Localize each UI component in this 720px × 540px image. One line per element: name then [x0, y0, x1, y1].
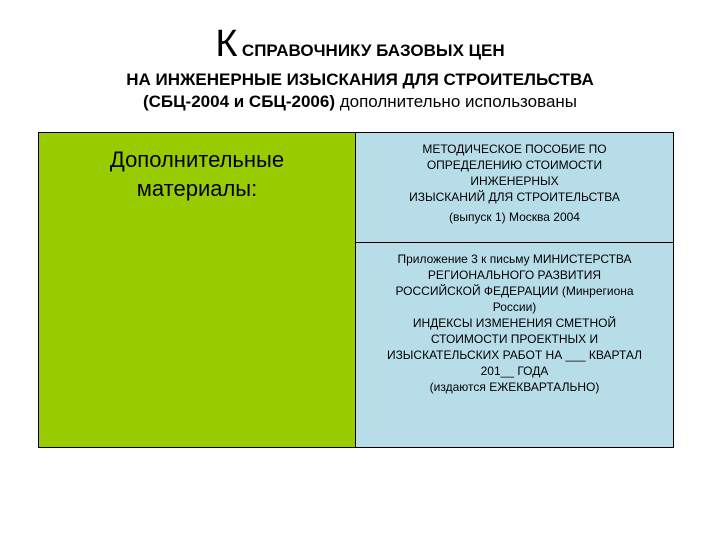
appendix-line-1: Приложение 3 к письму МИНИСТЕРСТВА	[397, 252, 632, 266]
guide-issue: (выпуск 1) Москва 2004	[449, 210, 580, 224]
materials-table	[38, 132, 674, 448]
guide-line-2: ОПРЕДЕЛЕНИЮ СТОИМОСТИ	[426, 158, 603, 172]
appendix-line-6: СТОИМОСТИ ПРОЕКТНЫХ И	[430, 332, 599, 346]
right-column	[355, 133, 673, 447]
guide-line-3: ИНЖЕНЕРНЫХ	[470, 174, 559, 188]
title-line-2: НА ИНЖЕНЕРНЫЕ ИЗЫСКАНИЯ ДЛЯ СТРОИТЕЛЬСТВА	[126, 70, 594, 89]
slide-title	[0, 22, 720, 113]
guide-line-1: МЕТОДИЧЕСКОЕ ПОСОБИЕ ПО	[422, 142, 607, 156]
title-line-3	[0, 91, 720, 113]
left-heading-cell	[39, 133, 355, 447]
appendix-line-5: ИНДЕКСЫ ИЗМЕНЕНИЯ СМЕТНОЙ	[412, 316, 617, 330]
title-line-3-bold: (СБЦ-2004 и СБЦ-2006)	[142, 92, 335, 111]
title-line-1	[0, 22, 720, 66]
appendix-line-2: РЕГИОНАЛЬНОГО РАЗВИТИЯ	[427, 268, 602, 282]
appendix-line-7: ИЗЫСКАТЕЛЬСКИХ РАБОТ НА ___ КВАРТАЛ	[386, 348, 643, 362]
indices-appendix-cell	[356, 243, 673, 447]
left-heading-line-1: Дополнительные	[109, 147, 285, 172]
left-heading-line-2: материалы:	[136, 176, 258, 201]
appendix-line-8: 201__ ГОДА	[480, 364, 549, 378]
title-line-1-text: СПРАВОЧНИКУ БАЗОВЫХ ЦЕН	[241, 41, 505, 60]
appendix-line-9: (издаются ЕЖЕКВАРТАЛЬНО)	[429, 380, 600, 394]
title-big-letter: К	[215, 23, 238, 65]
appendix-line-3: РОССИЙСКОЙ ФЕДЕРАЦИИ (Минрегиона	[395, 284, 634, 298]
title-line-3-text: дополнительно использованы	[334, 92, 578, 111]
methodical-guide-cell	[356, 133, 673, 243]
guide-line-4: ИЗЫСКАНИЙ ДЛЯ СТРОИТЕЛЬСТВА	[409, 190, 620, 204]
appendix-line-4: России)	[492, 300, 537, 314]
